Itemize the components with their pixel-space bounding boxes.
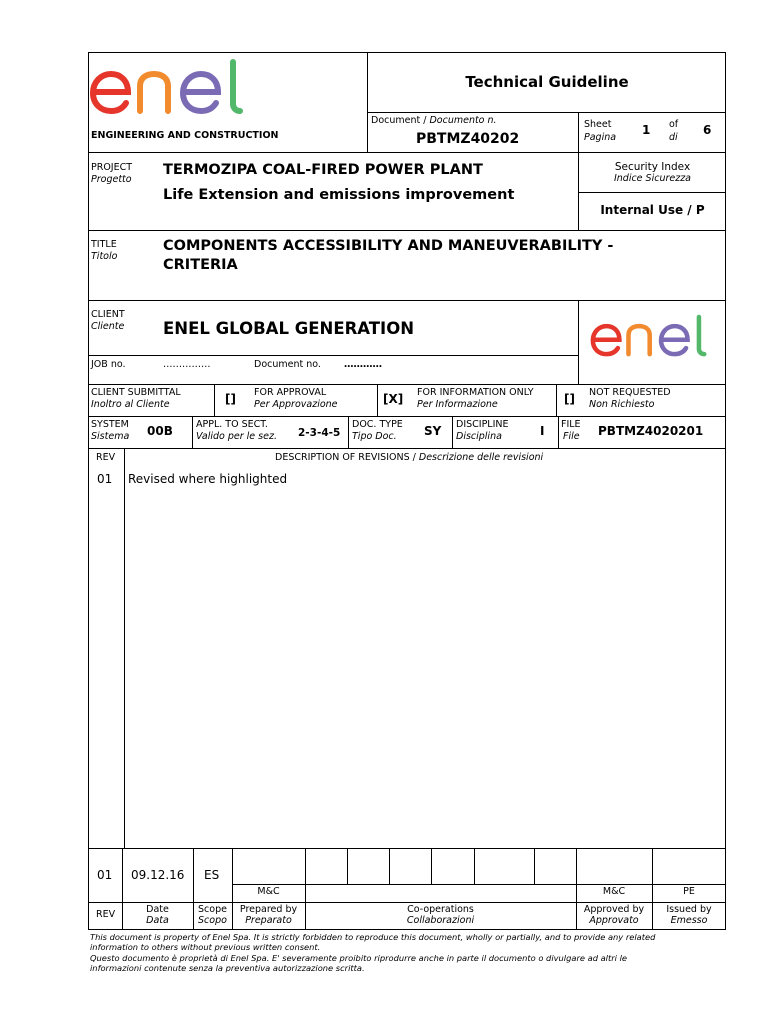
project-name: TERMOZIPA COAL-FIRED POWER PLANT [163, 162, 483, 178]
sheet-label-it: Pagina [584, 132, 617, 143]
cooperations-label-it: Collaborazioni [406, 915, 475, 926]
title-label-it: Titolo [91, 251, 118, 262]
divider [452, 416, 453, 448]
job-value: …………… [163, 359, 211, 370]
enel-logo-small [590, 314, 720, 364]
divider [88, 230, 726, 231]
scope-label: Scope [198, 904, 227, 915]
approved-sign: M&C [602, 886, 626, 897]
signoff-date: 09.12.16 [131, 868, 185, 882]
divider [578, 192, 726, 193]
divider [124, 448, 125, 848]
issued-label: Issued by [666, 904, 712, 915]
divider [88, 902, 726, 903]
divider [431, 848, 432, 884]
divider [88, 300, 726, 301]
for-information-label: FOR INFORMATION ONLY [417, 387, 534, 398]
divider [367, 52, 368, 152]
footer-disclaimer-en-2: information to others without previous written consent. [90, 942, 321, 952]
appl-sect-label: APPL. TO SECT. [196, 419, 268, 430]
security-index-label: Security Index [614, 161, 691, 173]
file-value: PBTMZ4020201 [598, 424, 704, 438]
description-header: DESCRIPTION OF REVISIONS / Descrizione delle revisioni [275, 452, 544, 463]
enel-logo [90, 58, 260, 124]
for-information-label-it: Per Informazione [417, 399, 498, 410]
sheet-label: Sheet [584, 119, 612, 130]
divider [88, 448, 726, 449]
client-document-label: Document no. [254, 359, 321, 370]
divider [578, 300, 579, 384]
divider [367, 112, 726, 113]
title-label: TITLE [91, 239, 117, 250]
divider [534, 848, 535, 884]
divider [88, 416, 726, 417]
scope-label-it: Scopo [198, 915, 227, 926]
divider [558, 416, 559, 448]
document-label: Document / Documento n. [371, 115, 497, 126]
divider [556, 384, 557, 416]
signoff-rev: 01 [97, 868, 113, 882]
not-requested-label-it: Non Richiesto [589, 399, 655, 410]
security-index-value: Internal Use / P [600, 203, 705, 217]
system-label-it: Sistema [91, 431, 130, 442]
revision-description: Revised where highlighted [128, 472, 288, 486]
submittal-label: CLIENT SUBMITTAL [91, 387, 181, 398]
for-approval-label-it: Per Approvazione [254, 399, 338, 410]
for-approval-checkbox[interactable]: [] [225, 392, 236, 406]
revision-number: 01 [97, 472, 113, 486]
document-title-line1: COMPONENTS ACCESSIBILITY AND MANEUVERABILITY - [163, 238, 614, 254]
sheet-total: 6 [703, 123, 712, 137]
divider [88, 152, 726, 153]
date-label-it: Data [146, 915, 169, 926]
issued-label-it: Emesso [670, 915, 708, 926]
divider [88, 384, 726, 385]
rev-label: REV [96, 909, 116, 920]
cooperations-label: Co-operations [407, 904, 474, 915]
divider [389, 848, 390, 884]
discipline-label-it: Disciplina [456, 431, 502, 442]
system-label: SYSTEM [91, 419, 129, 430]
project-subtitle: Life Extension and emissions improvement [163, 187, 515, 203]
discipline-value: I [540, 424, 545, 438]
not-requested-label: NOT REQUESTED [589, 387, 671, 398]
security-index-label-it: Indice Sicurezza [613, 173, 692, 184]
issued-sign: PE [683, 886, 695, 897]
job-label: JOB no. [91, 359, 126, 370]
client-label: CLIENT [91, 309, 125, 320]
divider [88, 355, 578, 356]
approved-label-it: Approvato [589, 915, 639, 926]
client-name: ENEL GLOBAL GENERATION [163, 319, 415, 338]
footer-disclaimer-it-2: informazioni contenute senza la preventiva autorizzazione scritta. [90, 963, 365, 973]
project-label: PROJECT [91, 162, 133, 173]
divider [474, 848, 475, 884]
divider [377, 384, 378, 416]
of-label: of [669, 119, 679, 130]
divider [192, 416, 193, 448]
prepared-label: Prepared by [239, 904, 298, 915]
prepared-label-it: Preparato [245, 915, 292, 926]
signoff-scope: ES [204, 868, 220, 882]
doc-type-title: Technical Guideline [465, 73, 629, 91]
divider [88, 848, 726, 849]
doc-type-label: DOC. TYPE [352, 419, 403, 430]
approved-label: Approved by [583, 904, 645, 915]
file-label: FILE [561, 419, 581, 430]
date-label: Date [146, 904, 169, 915]
divider [214, 384, 215, 416]
client-document-value: ………… [344, 359, 382, 370]
doc-type-value: SY [424, 424, 442, 438]
divider [348, 416, 349, 448]
rev-header: REV [96, 452, 116, 463]
for-approval-label: FOR APPROVAL [254, 387, 327, 398]
not-requested-checkbox[interactable]: [] [564, 392, 575, 406]
document-number: PBTMZ40202 [416, 131, 520, 147]
file-label-it: File [563, 431, 580, 442]
of-label-it: di [669, 132, 678, 143]
prepared-sign: M&C [257, 886, 280, 897]
divider [578, 112, 579, 152]
appl-sect-label-it: Valido per le sez. [196, 431, 277, 442]
discipline-label: DISCIPLINE [456, 419, 509, 430]
client-label-it: Cliente [91, 321, 125, 332]
footer-disclaimer-it-1: Questo documento è proprietà di Enel Spa. E' severamente proibito riprodurre anche in parte il documento o divulgare ad altri le [90, 953, 628, 963]
for-information-checkbox[interactable]: [X] [383, 392, 404, 406]
appl-sect-value: 2-3-4-5 [298, 427, 341, 439]
system-value: 00B [147, 424, 173, 438]
divider [347, 848, 348, 884]
project-label-it: Progetto [91, 174, 132, 185]
document-title-line2: CRITERIA [163, 257, 238, 273]
company-division: ENGINEERING AND CONSTRUCTION [91, 130, 279, 141]
submittal-label-it: Inoltro al Cliente [91, 399, 170, 410]
sheet-number: 1 [642, 123, 651, 137]
doc-type-label-it: Tipo Doc. [352, 431, 397, 442]
footer-disclaimer-en-1: This document is property of Enel Spa. It is strictly forbidden to reproduce this document, wholly or partially, and to provide any related [90, 932, 656, 942]
